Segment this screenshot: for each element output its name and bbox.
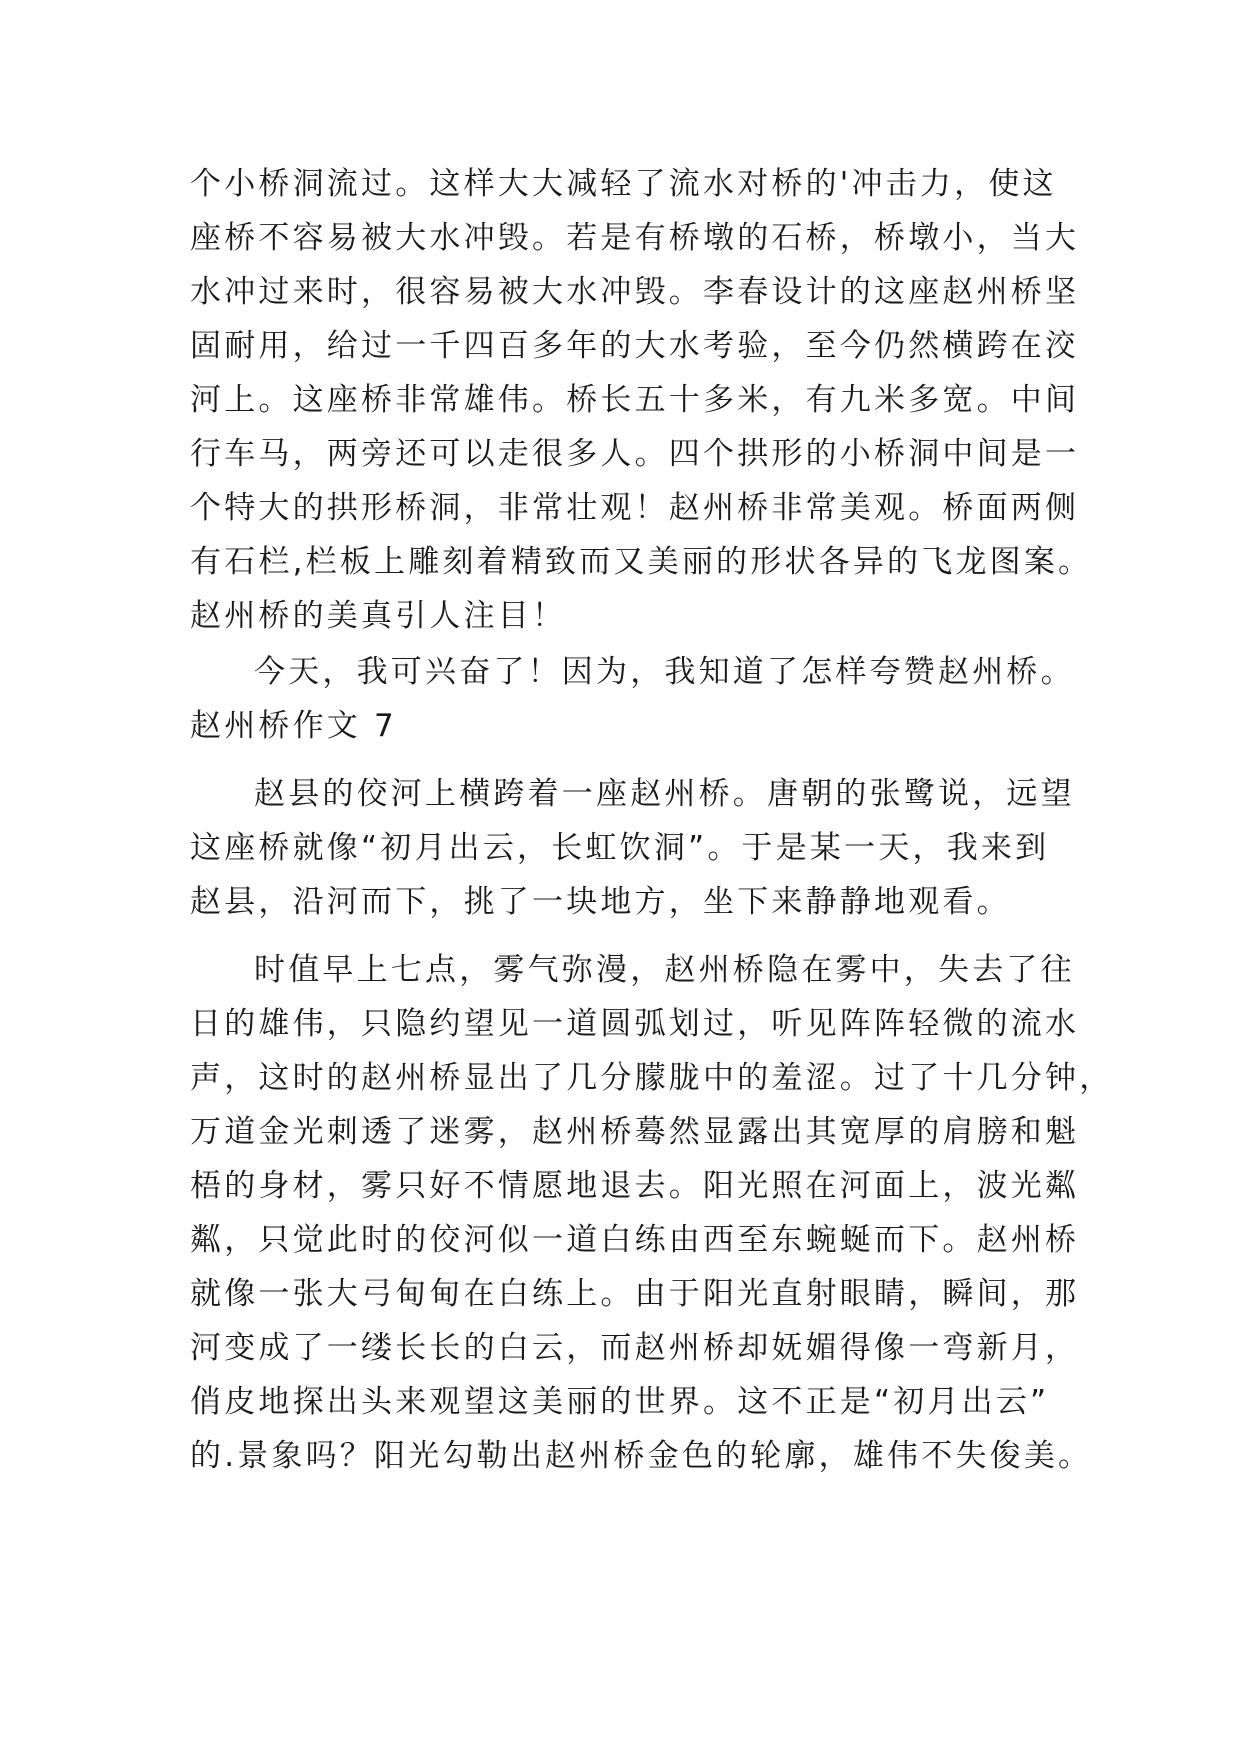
paragraph-line: 日的雄伟，只隐约望见一道圆弧划过，听见阵阵轻微的流水	[190, 1006, 1080, 1042]
paragraph-line: 声，这时的赵州桥显出了几分朦胧中的羞涩。过了十几分钟，	[190, 1060, 1114, 1096]
paragraph-line: 万道金光刺透了迷雾，赵州桥蓦然显露出其宽厚的肩膀和魁	[190, 1114, 1080, 1150]
paragraph-line: 有石栏,栏板上雕刻着精致而又美丽的形状各异的飞龙图案。	[190, 544, 1093, 580]
paragraph-line: 这座桥就像“初月出云，长虹饮洞”。于是某一天，我来到	[190, 830, 1050, 866]
paragraph-line: 就像一张大弓甸甸在白练上。由于阳光直射眼睛，瞬间，那	[190, 1276, 1080, 1312]
paragraph-line: 梧的身材，雾只好不情愿地退去。阳光照在河面上，波光粼	[190, 1168, 1080, 1204]
paragraph-line: 个特大的拱形桥洞，非常壮观！赵州桥非常美观。桥面两侧	[190, 490, 1080, 526]
section-heading: 赵州桥作文 7	[190, 708, 397, 744]
paragraph-line: 时值早上七点，雾气弥漫，赵州桥隐在雾中，失去了往	[254, 952, 1075, 988]
paragraph-line: 个小桥洞流过。这样大大减轻了流水对桥的'冲击力，使这	[190, 166, 1057, 202]
paragraph-line: 粼，只觉此时的佼河似一道白练由西至东蜿蜒而下。赵州桥	[190, 1222, 1080, 1258]
paragraph-line: 河上。这座桥非常雄伟。桥长五十多米，有九米多宽。中间	[190, 382, 1080, 418]
paragraph-line: 赵县，沿河而下，挑了一块地方，坐下来静静地观看。	[190, 884, 1011, 920]
paragraph-line: 赵县的佼河上横跨着一座赵州桥。唐朝的张鹭说，远望	[254, 776, 1075, 812]
paragraph-line: 今天，我可兴奋了！因为，我知道了怎样夸赞赵州桥。	[254, 654, 1075, 690]
paragraph-line: 的.景象吗？阳光勾勒出赵州桥金色的轮廓，雄伟不失俊美。	[190, 1438, 1093, 1474]
paragraph-line: 水冲过来时，很容易被大水冲毁。李春设计的这座赵州桥坚	[190, 274, 1080, 310]
paragraph-line: 座桥不容易被大水冲毁。若是有桥墩的石桥，桥墩小，当大	[190, 220, 1080, 256]
paragraph-line: 行车马，两旁还可以走很多人。四个拱形的小桥洞中间是一	[190, 436, 1080, 472]
paragraph-line: 俏皮地探出头来观望这美丽的世界。这不正是“初月出云”	[190, 1384, 1050, 1420]
paragraph-line: 固耐用，给过一千四百多年的大水考验，至今仍然横跨在洨	[190, 328, 1080, 364]
paragraph-line: 河变成了一缕长长的白云，而赵州桥却妩媚得像一弯新月，	[190, 1330, 1080, 1366]
paragraph-line: 赵州桥的美真引人注目！	[190, 598, 567, 634]
